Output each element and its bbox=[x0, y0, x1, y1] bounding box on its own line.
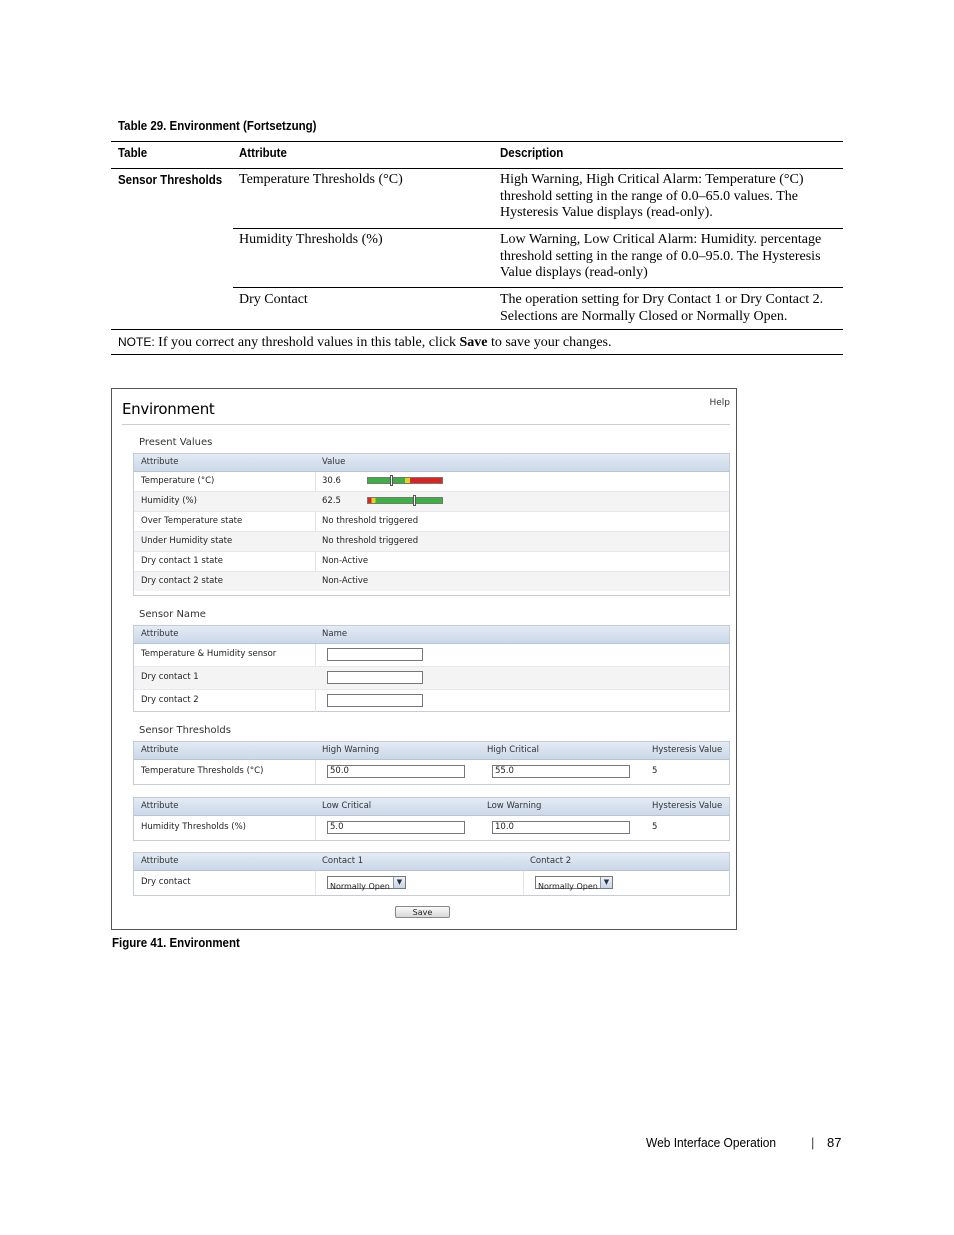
grid-header bbox=[134, 626, 729, 644]
table-bottom-rule bbox=[111, 354, 843, 355]
note-bold: Save bbox=[459, 335, 488, 350]
col-hysteresis: Hysteresis Value bbox=[652, 745, 723, 755]
row-attribute: Dry contact 1 bbox=[141, 672, 199, 682]
row-2-description: Low Warning, Low Critical Alarm: Humidity. percentage threshold setting in the range of 0.0–95.0. The Hysteresis Value displays (read-only) bbox=[500, 232, 822, 280]
row-3-rule bbox=[111, 329, 843, 330]
grid-header bbox=[134, 798, 729, 816]
column-separator bbox=[315, 760, 316, 784]
col-high-critical: High Critical bbox=[487, 745, 539, 755]
col-hysteresis: Hysteresis Value bbox=[652, 801, 723, 811]
note-label: NOTE: bbox=[118, 335, 155, 349]
table-row bbox=[134, 572, 729, 591]
row-1-rule bbox=[233, 228, 843, 229]
row-3-description: The operation setting for Dry Contact 1 or Dry Contact 2. Selections are Normally Closed or Normally Open. bbox=[500, 292, 824, 324]
group-label: Sensor Thresholds bbox=[118, 173, 223, 187]
high-warning-input[interactable]: 50.0 bbox=[327, 765, 465, 778]
temperature-hysteresis-value: 5 bbox=[652, 766, 658, 776]
col-low-critical: Low Critical bbox=[322, 801, 372, 811]
row-1-attribute: Temperature Thresholds (°C) bbox=[239, 172, 403, 187]
table-row bbox=[134, 472, 729, 492]
high-critical-input[interactable]: 55.0 bbox=[492, 765, 630, 778]
table-row bbox=[134, 690, 729, 712]
contact-2-select[interactable] bbox=[535, 876, 613, 889]
row-value: No threshold triggered bbox=[322, 536, 419, 546]
col-contact-2: Contact 2 bbox=[530, 856, 572, 866]
help-link[interactable]: Help bbox=[709, 398, 730, 408]
save-button[interactable]: Save bbox=[395, 906, 450, 918]
temperature-gauge bbox=[367, 477, 443, 484]
column-separator bbox=[523, 871, 524, 895]
sensor-name-input[interactable] bbox=[327, 648, 423, 661]
temperature-gauge-marker bbox=[390, 475, 393, 486]
table-row bbox=[134, 492, 729, 512]
col-name: Name bbox=[322, 629, 348, 639]
row-value: 62.5 bbox=[322, 496, 341, 506]
table-row bbox=[134, 552, 729, 572]
column-separator bbox=[315, 816, 316, 840]
figure-caption: Figure 41. Environment bbox=[112, 936, 240, 950]
page-title: Environment bbox=[122, 400, 215, 418]
chevron-down-icon[interactable]: ▼ bbox=[393, 877, 405, 888]
row-attribute: Humidity Thresholds (%) bbox=[141, 822, 246, 832]
row-attribute: Dry contact 1 state bbox=[141, 556, 223, 566]
col-attribute: Attribute bbox=[141, 745, 179, 755]
sensor-name-grid bbox=[133, 625, 730, 712]
row-value: Non-Active bbox=[322, 556, 369, 566]
present-values-title: Present Values bbox=[139, 437, 213, 448]
table-row bbox=[134, 644, 729, 667]
row-attribute: Dry contact 2 state bbox=[141, 576, 223, 586]
grid-header bbox=[134, 742, 729, 760]
row-2-rule bbox=[233, 287, 843, 288]
col-high-warning: High Warning bbox=[322, 745, 380, 755]
humidity-gauge bbox=[367, 497, 443, 504]
table-top-rule bbox=[111, 141, 843, 142]
contact-2-selected: Normally Open bbox=[538, 882, 598, 891]
row-attribute: Temperature (°C) bbox=[141, 476, 215, 486]
header-table: Table bbox=[118, 146, 148, 160]
table-caption: Table 29. Environment (Fortsetzung) bbox=[118, 119, 317, 133]
humidity-hysteresis-value: 5 bbox=[652, 822, 658, 832]
col-attribute: Attribute bbox=[141, 801, 179, 811]
footer-separator: | bbox=[811, 1135, 815, 1150]
row-3-attribute: Dry Contact bbox=[239, 292, 308, 307]
contact-1-select[interactable] bbox=[327, 876, 406, 889]
contact-1-selected: Normally Open bbox=[330, 882, 390, 891]
col-attribute: Attribute bbox=[141, 629, 179, 639]
row-1-description: High Warning, High Critical Alarm: Temperature (°C) threshold setting in the range of 0.0–65.0 values. The Hysteresis Value displays (read-only). bbox=[500, 172, 804, 220]
footer-section-title: Web Interface Operation bbox=[646, 1135, 777, 1150]
row-attribute: Humidity (%) bbox=[141, 496, 197, 506]
col-low-warning: Low Warning bbox=[487, 801, 542, 811]
page-number: 87 bbox=[827, 1135, 842, 1150]
row-attribute: Under Humidity state bbox=[141, 536, 233, 546]
row-value: 30.6 bbox=[322, 476, 341, 486]
header-description: Description bbox=[500, 146, 564, 160]
col-attribute: Attribute bbox=[141, 856, 179, 866]
row-attribute: Dry contact 2 bbox=[141, 695, 199, 705]
chevron-down-icon[interactable]: ▼ bbox=[600, 877, 612, 888]
title-divider bbox=[122, 424, 730, 425]
header-rule bbox=[111, 168, 843, 169]
dry-contact-grid bbox=[133, 852, 730, 896]
table-row bbox=[134, 512, 729, 532]
sensor-thresholds-title: Sensor Thresholds bbox=[139, 725, 231, 736]
low-warning-input[interactable]: 10.0 bbox=[492, 821, 630, 834]
note-text-after: to save your changes. bbox=[490, 335, 612, 350]
column-separator bbox=[315, 871, 316, 895]
dry-contact-2-name-input[interactable] bbox=[327, 694, 423, 707]
low-critical-input[interactable]: 5.0 bbox=[327, 821, 465, 834]
table-row bbox=[134, 871, 729, 895]
table-row bbox=[134, 816, 729, 840]
row-2-attribute: Humidity Thresholds (%) bbox=[239, 232, 383, 247]
header-attribute: Attribute bbox=[239, 146, 287, 160]
col-attribute: Attribute bbox=[141, 457, 179, 467]
environment-figure bbox=[111, 388, 737, 930]
dry-contact-1-name-input[interactable] bbox=[327, 671, 423, 684]
row-attribute: Dry contact bbox=[141, 877, 191, 887]
humidity-thresholds-grid bbox=[133, 797, 730, 841]
present-values-grid bbox=[133, 453, 730, 596]
temperature-thresholds-grid bbox=[133, 741, 730, 785]
humidity-gauge-marker bbox=[413, 495, 416, 506]
table-row bbox=[134, 532, 729, 552]
row-attribute: Temperature & Humidity sensor bbox=[141, 649, 277, 659]
sensor-name-title: Sensor Name bbox=[139, 609, 206, 620]
table-row bbox=[134, 760, 729, 784]
row-attribute: Over Temperature state bbox=[141, 516, 243, 526]
col-value: Value bbox=[322, 457, 346, 467]
row-value: No threshold triggered bbox=[322, 516, 419, 526]
col-contact-1: Contact 1 bbox=[322, 856, 364, 866]
row-value: Non-Active bbox=[322, 576, 369, 586]
row-attribute: Temperature Thresholds (°C) bbox=[141, 766, 264, 776]
note bbox=[118, 334, 612, 351]
grid-header bbox=[134, 853, 729, 871]
table-row bbox=[134, 667, 729, 690]
grid-header bbox=[134, 454, 729, 472]
note-text-before: If you correct any threshold values in this table, click bbox=[158, 335, 456, 350]
